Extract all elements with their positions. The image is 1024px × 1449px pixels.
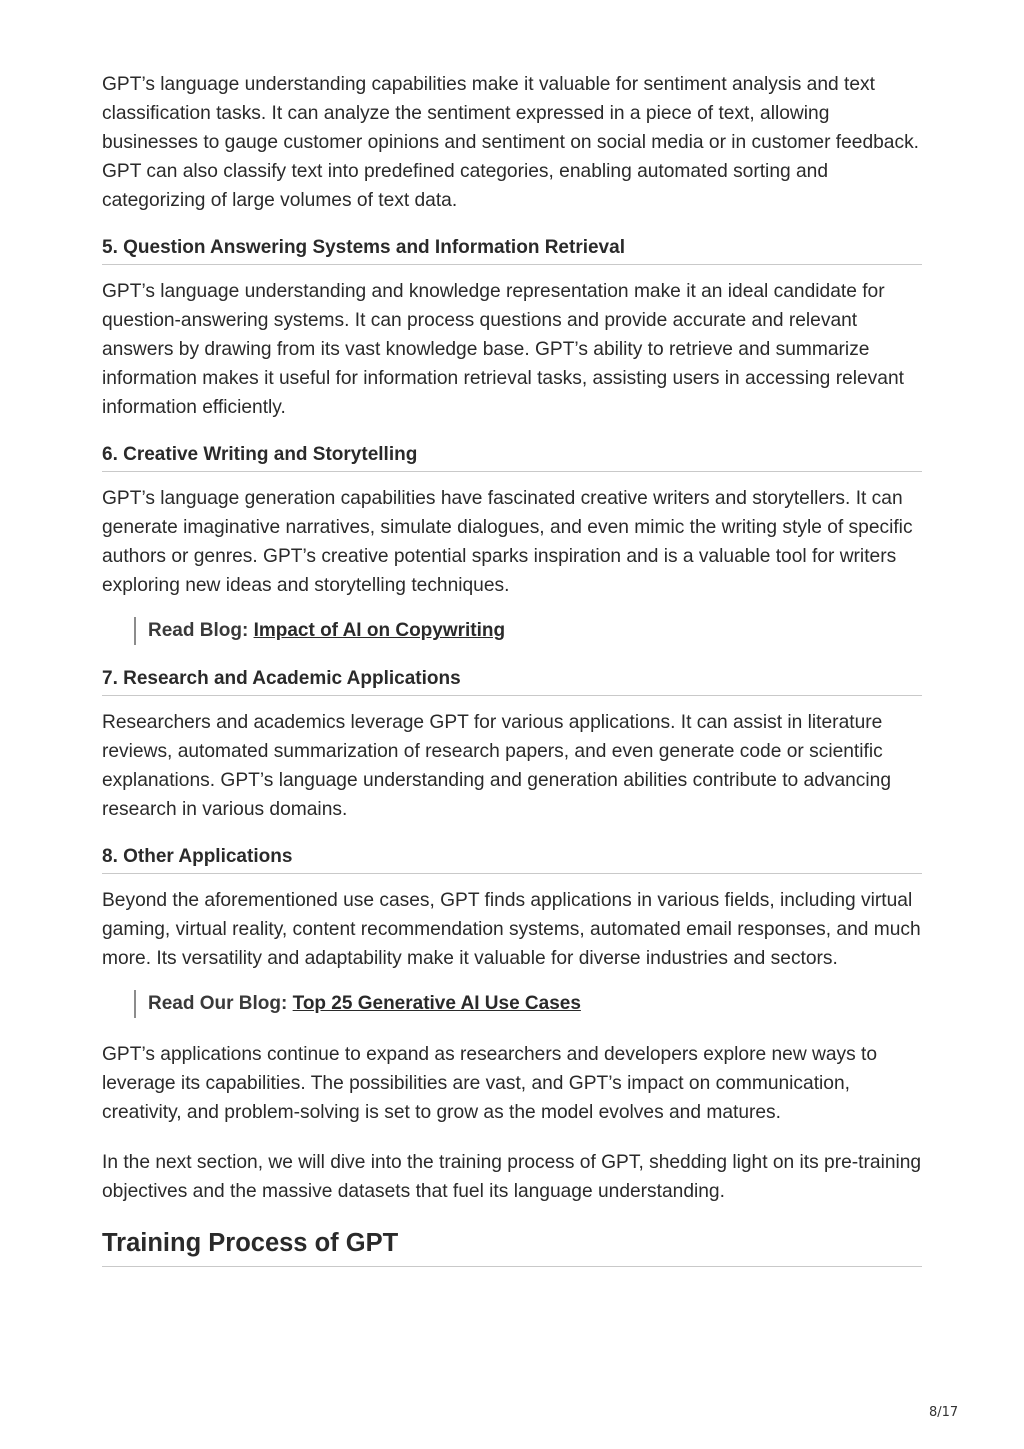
read-our-blog-label: Read Our Blog: <box>148 993 293 1014</box>
read-blog-callout-copywriting <box>134 617 922 645</box>
paragraph-sentiment-analysis: GPT’s language understanding capabilities make it valuable for sentiment analysis and text classification tasks. It can analyze the sentiment expressed in a piece of text, allowing businesses to gauge customer opinions and sentiment on social media or in customer feedback. GPT can also classify text into predefined categories, enabling automated sorting and categorizing of large volumes of text data. <box>102 74 919 211</box>
paragraph-question-answering: GPT’s language understanding and knowledge representation make it an ideal candidate for question-answering systems. It can process questions and provide accurate and relevant answers by drawing from its vast knowledge base. GPT’s ability to retrieve and summarize information makes it useful for information retrieval tasks, assisting users in accessing relevant information efficiently. <box>102 281 904 418</box>
paragraph-next-section: In the next section, we will dive into the training process of GPT, shedding light on its pre-training objectives and the massive datasets that fuel its language understanding. <box>102 1152 922 1202</box>
heading-question-answering: 5. Question Answering Systems and Information Retrieval <box>102 236 922 265</box>
paragraph-other-applications: Beyond the aforementioned use cases, GPT finds applications in various fields, including virtual gaming, virtual reality, content recommendation systems, automated email responses, and much more. Its versatility and adaptability make it valuable for diverse industries and sectors. <box>102 890 921 969</box>
heading-other-applications: 8. Other Applications <box>102 845 922 874</box>
read-blog-label: Read Blog: <box>148 620 254 641</box>
heading-research-applications: 7. Research and Academic Applications <box>102 667 922 696</box>
paragraph-creative-writing: GPT’s language generation capabilities have fascinated creative writers and storytellers. It can generate imaginative narratives, simulate dialogues, and even mimic the writing style of specific authors or genres. GPT’s creative potential sparks inspiration and is a valuable tool for writers exploring new ideas and storytelling techniques. <box>102 488 913 596</box>
top-25-generative-ai-use-cases-link[interactable]: Top 25 Generative AI Use Cases <box>292 993 581 1014</box>
read-blog-callout-use-cases <box>134 990 922 1018</box>
paragraph-applications-expand: GPT’s applications continue to expand as researchers and developers explore new ways to leverage its capabilities. The possibilities are vast, and GPT’s impact on communication, creativity, and problem-solving is set to grow as the model evolves and matures. <box>102 1044 878 1123</box>
heading-training-process: Training Process of GPT <box>102 1227 922 1267</box>
impact-of-ai-on-copywriting-link[interactable]: Impact of AI on Copywriting <box>253 620 506 641</box>
paragraph-research-applications: Researchers and academics leverage GPT for various applications. It can assist in literature reviews, automated summarization of research papers, and even generate code or scientific explanations. GPT’s language understanding and generation abilities contribute to advancing research in various domains. <box>102 712 892 820</box>
heading-creative-writing: 6. Creative Writing and Storytelling <box>102 443 922 472</box>
page-number: 8/17 <box>929 1405 959 1420</box>
article-body <box>102 70 922 1267</box>
